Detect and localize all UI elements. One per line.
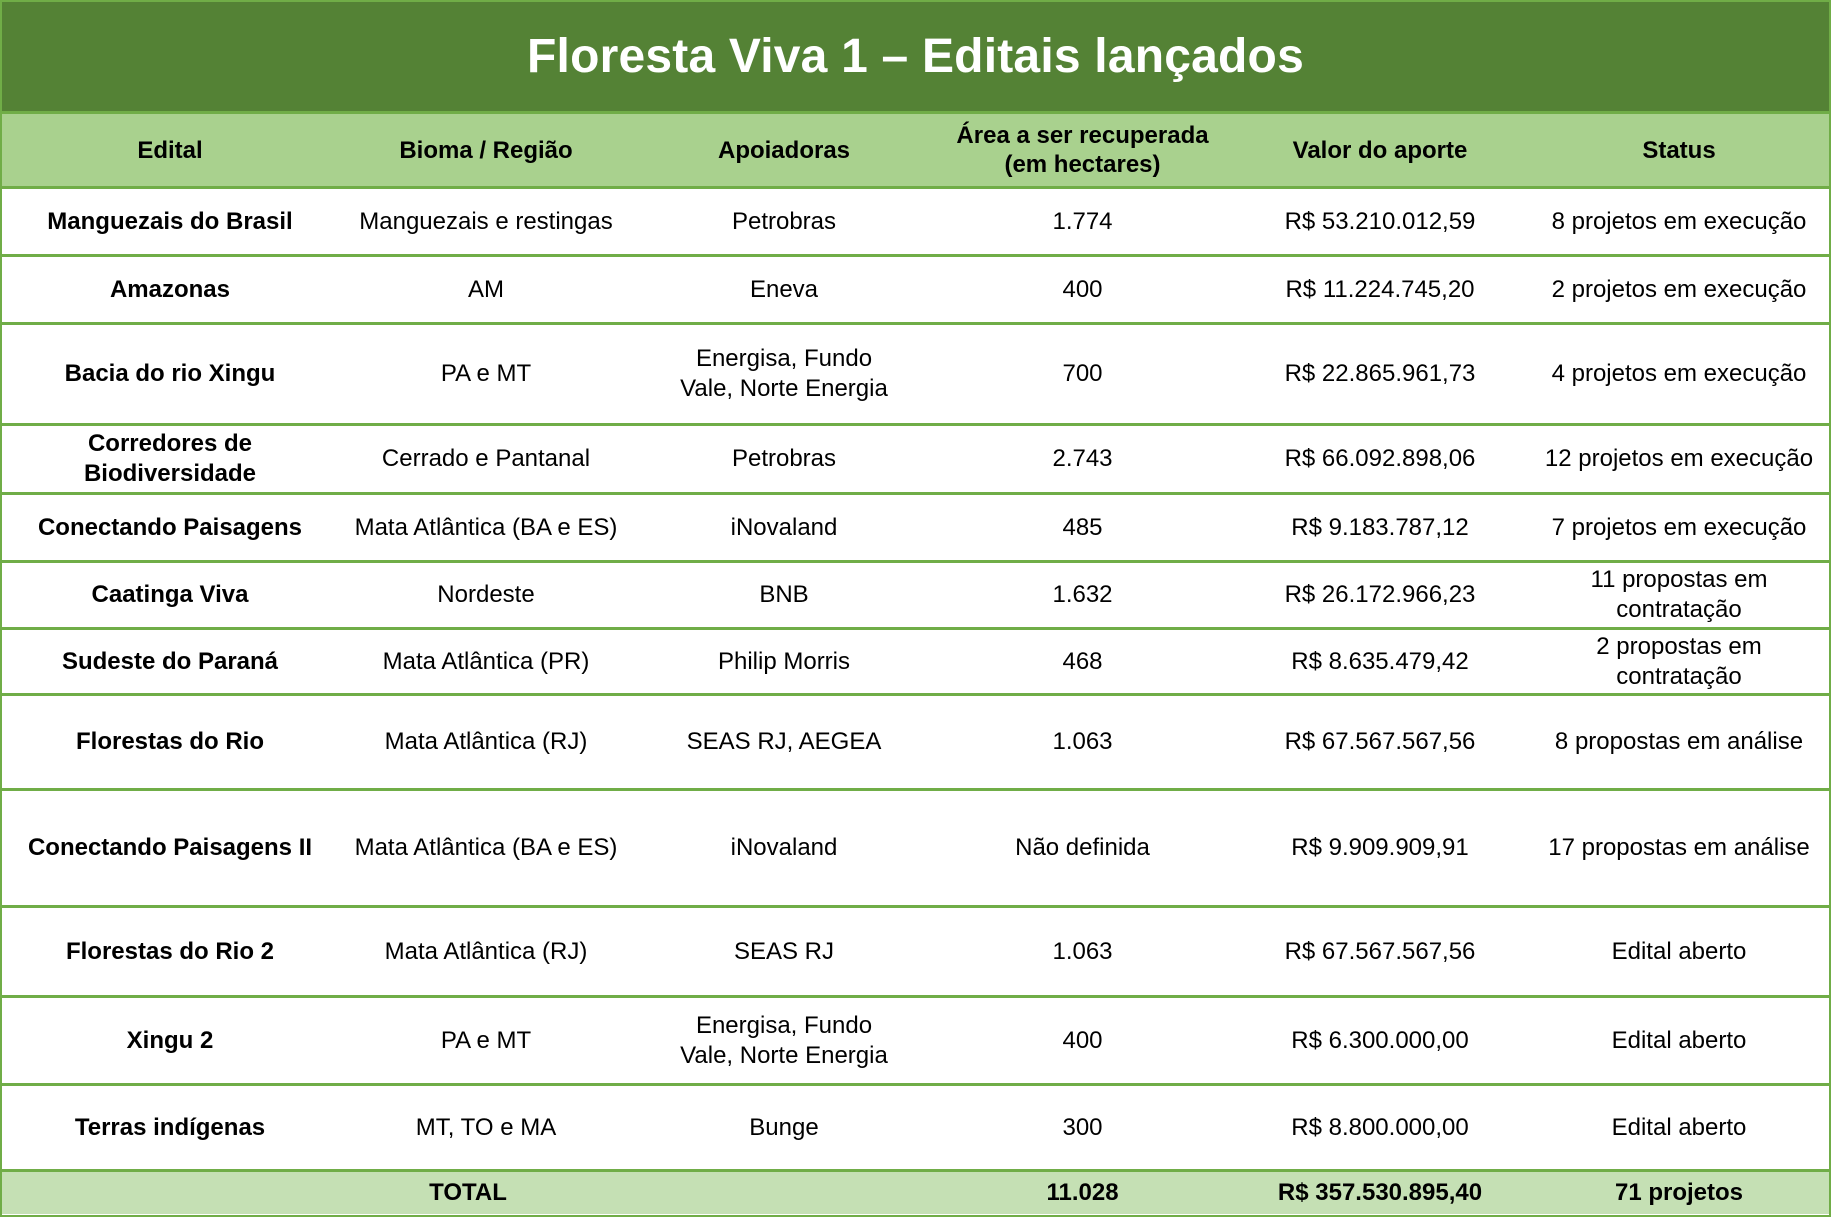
table-row: [2, 790, 1829, 907]
cell-edital: Manguezais do Brasil: [2, 188, 338, 256]
cell-apoiadoras: Philip Morris: [634, 629, 934, 695]
cell-valor: R$ 6.300.000,00: [1231, 997, 1529, 1085]
cell-bioma: PA e MT: [338, 997, 634, 1085]
cell-apoiadoras: Energisa, Fundo Vale, Norte Energia: [634, 324, 934, 425]
cell-bioma: Cerrado e Pantanal: [338, 425, 634, 494]
cell-area: 1.774: [934, 188, 1231, 256]
cell-area: Não definida: [934, 790, 1231, 907]
cell-apoiadoras: Petrobras: [634, 425, 934, 494]
cell-status: 12 projetos em execução: [1529, 425, 1829, 494]
header-valor: Valor do aporte: [1231, 114, 1529, 188]
cell-status: 4 projetos em execução: [1529, 324, 1829, 425]
cell-area: 300: [934, 1085, 1231, 1171]
cell-area: 468: [934, 629, 1231, 695]
cell-apoiadoras: SEAS RJ, AEGEA: [634, 695, 934, 790]
header-area-line2: (em hectares): [1004, 151, 1161, 178]
cell-valor: R$ 22.865.961,73: [1231, 324, 1529, 425]
cell-status: 7 projetos em execução: [1529, 494, 1829, 562]
cell-status: 2 projetos em execução: [1529, 256, 1829, 324]
cell-bioma: Manguezais e restingas: [338, 188, 634, 256]
header-bioma: Bioma / Região: [338, 114, 634, 188]
cell-edital: Corredores de Biodiversidade: [2, 425, 338, 494]
cell-status: 8 projetos em execução: [1529, 188, 1829, 256]
table-row: [2, 1085, 1829, 1171]
table-row: [2, 629, 1829, 695]
cell-area: 2.743: [934, 425, 1231, 494]
cell-edital: Terras indígenas: [2, 1085, 338, 1171]
header-edital: Edital: [2, 114, 338, 188]
cell-status: 11 propostas em contratação: [1529, 562, 1829, 629]
header-area-line1: Área a ser recuperada: [956, 122, 1209, 149]
cell-area: 700: [934, 324, 1231, 425]
total-area: 11.028: [934, 1171, 1231, 1215]
cell-valor: R$ 9.909.909,91: [1231, 790, 1529, 907]
cell-edital: Conectando Paisagens II: [2, 790, 338, 907]
header-apoiadoras: Apoiadoras: [634, 114, 934, 188]
cell-valor: R$ 9.183.787,12: [1231, 494, 1529, 562]
table-row: [2, 907, 1829, 997]
cell-area: 1.063: [934, 695, 1231, 790]
cell-area: 400: [934, 997, 1231, 1085]
cell-edital: Florestas do Rio 2: [2, 907, 338, 997]
total-valor: R$ 357.530.895,40: [1231, 1171, 1529, 1215]
cell-edital: Florestas do Rio: [2, 695, 338, 790]
cell-valor: R$ 26.172.966,23: [1231, 562, 1529, 629]
cell-area: 400: [934, 256, 1231, 324]
cell-bioma: AM: [338, 256, 634, 324]
table-row: [2, 997, 1829, 1085]
editais-table: [2, 114, 1829, 1214]
title-bar: [2, 2, 1829, 114]
cell-bioma: Mata Atlântica (BA e ES): [338, 494, 634, 562]
cell-bioma: Mata Atlântica (RJ): [338, 907, 634, 997]
cell-edital: Bacia do rio Xingu: [2, 324, 338, 425]
cell-valor: R$ 11.224.745,20: [1231, 256, 1529, 324]
cell-status: Edital aberto: [1529, 907, 1829, 997]
cell-apoiadoras: Petrobras: [634, 188, 934, 256]
cell-apoiadoras: Eneva: [634, 256, 934, 324]
total-status: 71 projetos: [1529, 1171, 1829, 1215]
table-row: [2, 188, 1829, 256]
table-row: [2, 256, 1829, 324]
cell-bioma: Nordeste: [338, 562, 634, 629]
cell-apoiadoras: Energisa, Fundo Vale, Norte Energia: [634, 997, 934, 1085]
cell-status: 8 propostas em análise: [1529, 695, 1829, 790]
cell-area: 485: [934, 494, 1231, 562]
cell-status: 2 propostas em contratação: [1529, 629, 1829, 695]
table-row: [2, 324, 1829, 425]
cell-edital: Caatinga Viva: [2, 562, 338, 629]
header-status: Status: [1529, 114, 1829, 188]
table-row: [2, 562, 1829, 629]
cell-edital: Sudeste do Paraná: [2, 629, 338, 695]
cell-apoiadoras: iNovaland: [634, 494, 934, 562]
cell-bioma: Mata Atlântica (PR): [338, 629, 634, 695]
cell-edital: Conectando Paisagens: [2, 494, 338, 562]
cell-status: 17 propostas em análise: [1529, 790, 1829, 907]
header-row: [2, 114, 1829, 188]
cell-apoiadoras: Bunge: [634, 1085, 934, 1171]
header-area: [934, 114, 1231, 188]
total-row: [2, 1171, 1829, 1215]
table-row: [2, 695, 1829, 790]
cell-valor: R$ 67.567.567,56: [1231, 695, 1529, 790]
page-title: Floresta Viva 1 – Editais lançados: [527, 30, 1304, 83]
cell-bioma: MT, TO e MA: [338, 1085, 634, 1171]
cell-area: 1.632: [934, 562, 1231, 629]
total-label: TOTAL: [2, 1171, 934, 1215]
cell-apoiadoras: SEAS RJ: [634, 907, 934, 997]
cell-valor: R$ 67.567.567,56: [1231, 907, 1529, 997]
table-row: [2, 425, 1829, 494]
cell-valor: R$ 53.210.012,59: [1231, 188, 1529, 256]
cell-edital: Xingu 2: [2, 997, 338, 1085]
cell-status: Edital aberto: [1529, 1085, 1829, 1171]
cell-edital: Amazonas: [2, 256, 338, 324]
cell-bioma: PA e MT: [338, 324, 634, 425]
cell-bioma: Mata Atlântica (BA e ES): [338, 790, 634, 907]
cell-valor: R$ 8.635.479,42: [1231, 629, 1529, 695]
cell-area: 1.063: [934, 907, 1231, 997]
cell-bioma: Mata Atlântica (RJ): [338, 695, 634, 790]
cell-valor: R$ 66.092.898,06: [1231, 425, 1529, 494]
cell-apoiadoras: BNB: [634, 562, 934, 629]
cell-valor: R$ 8.800.000,00: [1231, 1085, 1529, 1171]
table-row: [2, 494, 1829, 562]
cell-apoiadoras: iNovaland: [634, 790, 934, 907]
cell-status: Edital aberto: [1529, 997, 1829, 1085]
